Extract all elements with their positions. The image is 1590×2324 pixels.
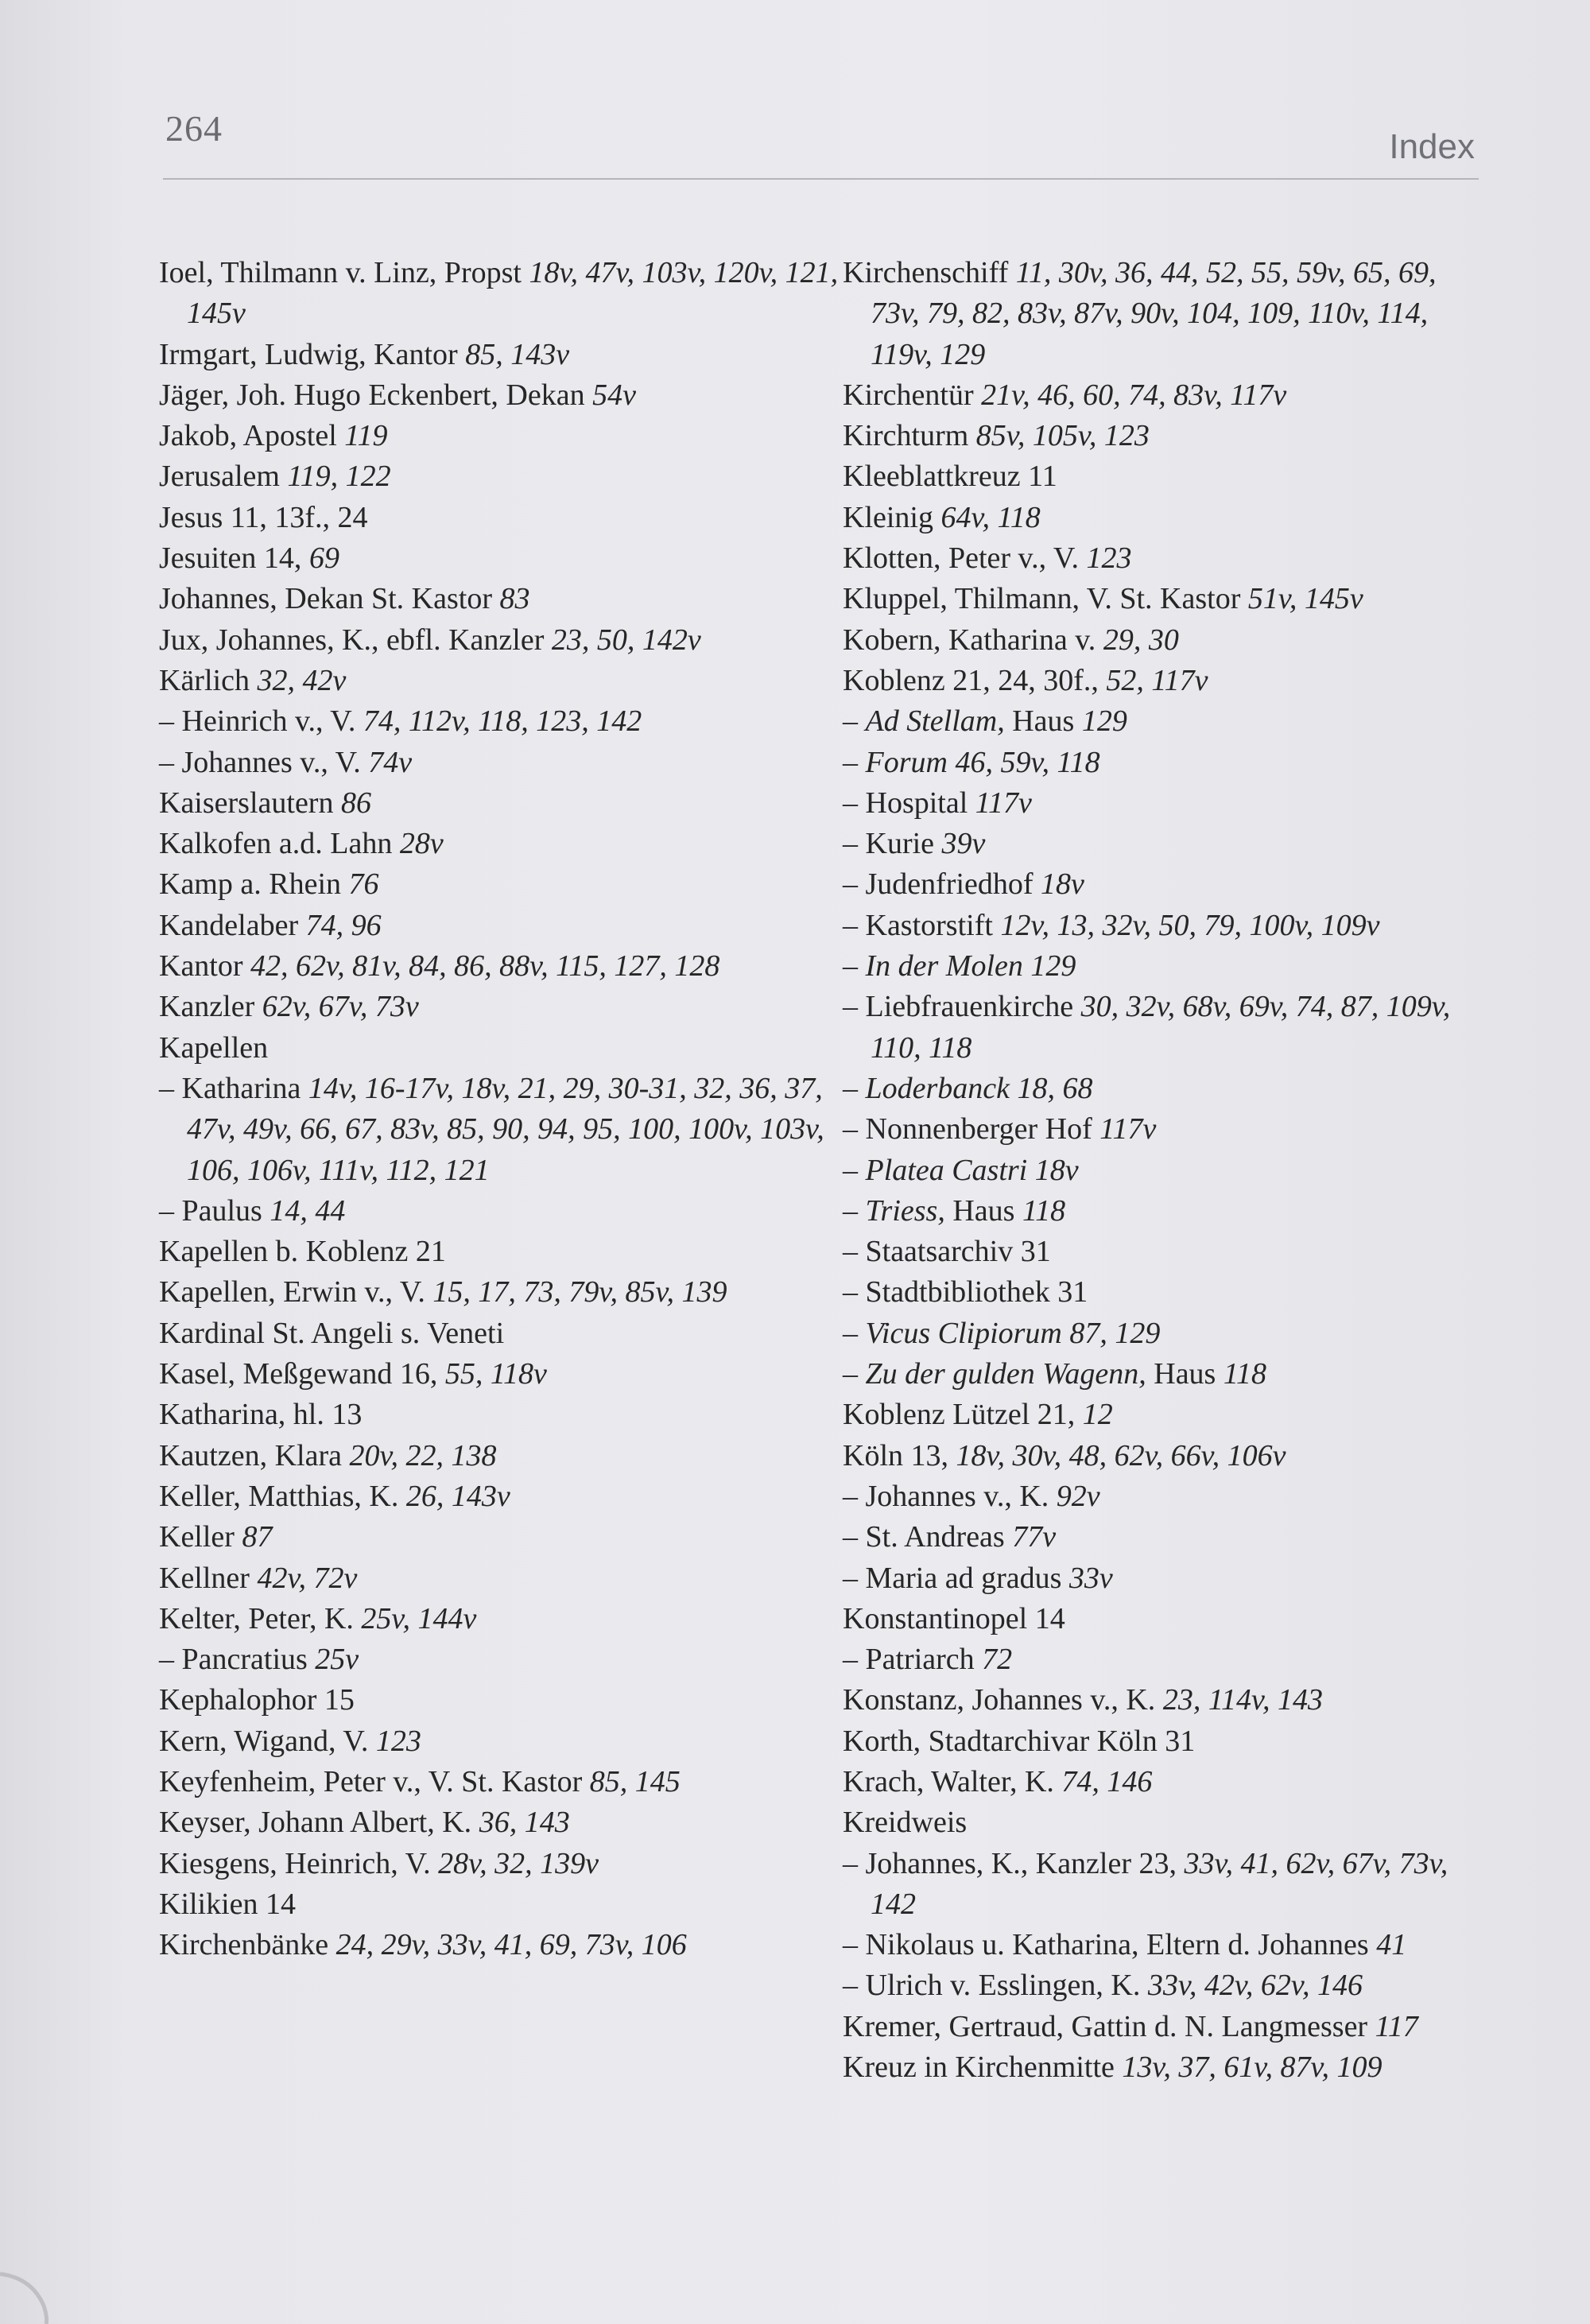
- index-entry: [843, 2047, 1479, 2088]
- index-entry-refs: 72: [982, 1643, 1013, 1677]
- index-entry: [159, 1762, 843, 1802]
- index-entry-term: – Loderbanck: [843, 1071, 1010, 1105]
- index-entry: [843, 456, 1479, 497]
- index-entry: [843, 1069, 1479, 1109]
- index-entry-refs: 18v, 47v, 103v, 120v, 121, 145v: [187, 256, 839, 331]
- index-entry-term: – Heinrich v., V.: [159, 704, 356, 739]
- index-entry-term: Kanzler: [159, 990, 255, 1024]
- index-entry-term: Konstanz, Johannes v., K.: [843, 1683, 1156, 1717]
- index-entry: [843, 620, 1479, 661]
- index-entry-term: Kapellen: [159, 1030, 269, 1065]
- index-entry-term: Koblenz Lützel 21,: [843, 1398, 1076, 1432]
- index-entry-term: – In der Molen: [843, 949, 1023, 984]
- index-entry: [159, 1721, 843, 1762]
- index-entry-term: Kreidweis: [843, 1806, 968, 1840]
- index-entry-term: – Judenfriedhof: [843, 867, 1034, 902]
- index-entry: [843, 1354, 1479, 1395]
- index-entry-refs: 74, 96: [305, 908, 382, 942]
- index-entry-refs: 46, 59v, 118: [955, 745, 1100, 779]
- index-entry: [843, 824, 1479, 864]
- index-entry-term: Jesuiten 14,: [159, 541, 302, 576]
- index-entry: [843, 253, 1479, 375]
- index-entry: [159, 538, 843, 579]
- index-entry-refs: 20v, 22, 138: [349, 1438, 497, 1472]
- index-entry-term: Kirchentür: [843, 378, 974, 412]
- index-entry-term: – Katharina: [159, 1071, 301, 1105]
- index-entry-refs: 52, 117v: [1106, 663, 1208, 697]
- index-entry: [843, 1802, 1479, 1843]
- index-entry-refs: 129: [1081, 704, 1127, 739]
- index-entry-refs: 119, 122: [287, 460, 391, 494]
- index-entry-term: – Vicus Clipiorum: [843, 1316, 1062, 1350]
- index-entry-term: – Platea Castri: [843, 1153, 1028, 1187]
- index-entry-term: Jäger, Joh. Hugo Eckenbert, Dekan: [159, 378, 585, 412]
- index-entry: [843, 946, 1479, 987]
- index-entry-refs: 74v: [368, 745, 413, 779]
- index-entry-refs: 23, 114v, 143: [1162, 1683, 1324, 1717]
- index-entry: [843, 498, 1479, 538]
- index-entry-term: Jerusalem: [159, 460, 280, 494]
- index-entry-term: Konstantinopel 14: [843, 1601, 1065, 1635]
- index-entry: [843, 1313, 1479, 1354]
- index-entry-refs: 28v, 32, 139v: [438, 1846, 599, 1880]
- index-entry-term: – Johannes v., V.: [159, 745, 361, 779]
- index-entry: [843, 1965, 1479, 2006]
- index-entry-refs: 123: [1086, 541, 1132, 576]
- index-entry: [159, 1028, 843, 1069]
- index-entry: [159, 1191, 843, 1232]
- index-entry-term: Kluppel, Thilmann, V. St. Kastor: [843, 582, 1241, 616]
- index-entry-refs: 18v, 30v, 48, 62v, 66v, 106v: [956, 1438, 1286, 1472]
- index-entry-term: Kiesgens, Heinrich, V.: [159, 1846, 431, 1880]
- index-entry: [159, 1884, 843, 1925]
- index-entry-term: – Johannes, K., Kanzler 23,: [843, 1846, 1177, 1880]
- index-entry: [159, 498, 843, 538]
- index-entry-term: – St. Andreas: [843, 1520, 1005, 1554]
- index-entry-refs: 15, 17, 73, 79v, 85v, 139: [432, 1275, 727, 1309]
- index-entry-term: – Kurie: [843, 827, 935, 861]
- index-entry: [159, 1844, 843, 1884]
- index-entry-term: – Johannes v., K.: [843, 1479, 1049, 1513]
- index-entry-term: Jesus 11, 13f., 24: [159, 500, 368, 534]
- index-entry: [843, 864, 1479, 905]
- index-entry-term: Kärlich: [159, 663, 250, 697]
- index-entry-refs: 51v, 145v: [1247, 582, 1363, 616]
- index-entry-refs: 33v, 41, 62v, 67v, 73v, 142: [871, 1846, 1448, 1921]
- index-entry-term: – Triess, Haus: [843, 1193, 1015, 1228]
- index-entry: [159, 579, 843, 619]
- index-entry-term: Ioel, Thilmann v. Linz, Propst: [159, 256, 522, 289]
- page-number: 264: [165, 108, 223, 149]
- index-entry-term: Kandelaber: [159, 908, 299, 942]
- index-entry-term: Köln 13,: [843, 1438, 948, 1472]
- index-entry-refs: 12v, 13, 32v, 50, 79, 100v, 109v: [1000, 908, 1380, 942]
- index-entry-refs: 74, 146: [1061, 1764, 1153, 1798]
- index-entry-refs: 32, 42v: [257, 663, 347, 697]
- index-entry-term: Johannes, Dekan St. Kastor: [159, 582, 492, 616]
- index-entry-term: – Nonnenberger Hof: [843, 1112, 1092, 1146]
- index-entry: [159, 864, 843, 905]
- index-entry-refs: 26, 143v: [405, 1479, 510, 1513]
- index-entry-refs: 55, 118v: [444, 1357, 547, 1391]
- index-entry-refs: 83: [499, 582, 530, 616]
- index-entry-refs: 92v: [1056, 1479, 1100, 1513]
- index-entry: [159, 1272, 843, 1313]
- index-entry-refs: 14, 44: [270, 1193, 346, 1228]
- index-entry-term: Kasel, Meßgewand 16,: [159, 1357, 438, 1391]
- index-entry-term: Kaiserslautern: [159, 786, 334, 820]
- index-entry: [843, 987, 1479, 1069]
- index-entry-term: – Hospital: [843, 786, 968, 820]
- index-entry-term: Kern, Wigand, V.: [159, 1724, 369, 1758]
- index-entry: [843, 906, 1479, 946]
- index-entry-term: – Pancratius: [159, 1643, 308, 1677]
- index-entry-term: Kleeblattkreuz 11: [843, 460, 1057, 494]
- index-entry: [159, 701, 843, 742]
- index-entry: [843, 661, 1479, 701]
- index-entry-term: Keller, Matthias, K.: [159, 1479, 399, 1513]
- index-entry: [843, 1517, 1479, 1558]
- index-entry-term: – Zu der gulden Wagenn, Haus: [843, 1357, 1216, 1391]
- index-entry: [159, 1476, 843, 1517]
- index-entry: [159, 456, 843, 497]
- index-entry-refs: 36, 143: [479, 1806, 570, 1840]
- index-entry: [159, 906, 843, 946]
- index-entry-refs: 85, 143v: [465, 337, 570, 371]
- index-entry-term: Kalkofen a.d. Lahn: [159, 827, 393, 861]
- index-entry-term: – Ulrich v. Esslingen, K.: [843, 1969, 1141, 2003]
- index-entry: [159, 620, 843, 661]
- index-entry: [843, 1109, 1479, 1150]
- index-entry-term: – Kastorstift: [843, 908, 993, 942]
- index-entry: [159, 416, 843, 456]
- index-entry-term: Kobern, Katharina v.: [843, 623, 1096, 657]
- index-entry-term: Kirchenschiff: [843, 256, 1009, 289]
- index-entry-term: Keyser, Johann Albert, K.: [159, 1806, 472, 1840]
- index-entry-term: Keyfenheim, Peter v., V. St. Kastor: [159, 1764, 583, 1798]
- index-entry: [843, 1599, 1479, 1639]
- index-entry-refs: 24, 29v, 33v, 41, 69, 73v, 106: [335, 1928, 687, 1962]
- index-entry-term: Irmgart, Ludwig, Kantor: [159, 337, 458, 371]
- index-entry-term: Kapellen, Erwin v., V.: [159, 1275, 425, 1309]
- index-entry: [843, 701, 1479, 742]
- index-entry-refs: 77v: [1012, 1520, 1057, 1554]
- index-entry-term: – Liebfrauenkirche: [843, 990, 1074, 1024]
- index-entry: [843, 743, 1479, 783]
- index-entry: [843, 1762, 1479, 1802]
- index-column-left: [159, 253, 843, 1965]
- index-entry-term: Kellner: [159, 1561, 250, 1595]
- index-entry-term: Jux, Johannes, K., ebfl. Kanzler: [159, 623, 545, 657]
- index-entry: [159, 1558, 843, 1599]
- index-entry-refs: 87, 129: [1069, 1316, 1161, 1350]
- index-entry-refs: 62v, 67v, 73v: [262, 990, 419, 1024]
- index-entry: [159, 946, 843, 987]
- index-entry: [159, 1313, 843, 1354]
- index-entry-refs: 25v, 144v: [361, 1601, 477, 1635]
- index-entry: [159, 1599, 843, 1639]
- index-entry: [159, 1680, 843, 1721]
- index-entry-refs: 74, 112v, 118, 123, 142: [363, 704, 642, 739]
- margin-mark-icon: [0, 2258, 56, 2324]
- index-entry: [159, 661, 843, 701]
- index-entry-refs: 85, 145: [589, 1764, 681, 1798]
- index-entry: [843, 1436, 1479, 1476]
- index-entry: [843, 783, 1479, 824]
- index-entry-refs: 69: [308, 541, 339, 576]
- index-entry: [843, 1558, 1479, 1599]
- index-entry: [843, 1721, 1479, 1762]
- index-entry-refs: 18, 68: [1017, 1071, 1093, 1105]
- running-title: Index: [1389, 127, 1475, 166]
- index-entry-refs: 118: [1022, 1193, 1066, 1228]
- index-entry-refs: 18v: [1034, 1153, 1079, 1187]
- index-entry-refs: 25v: [315, 1643, 359, 1677]
- index-entry-refs: 87: [242, 1520, 273, 1554]
- index-entry-refs: 21v, 46, 60, 74, 83v, 117v: [981, 378, 1287, 412]
- index-entry: [843, 1150, 1479, 1191]
- index-entry-term: Kleinig: [843, 500, 933, 534]
- index-entry-refs: 85v, 105v, 123: [975, 419, 1150, 453]
- index-entry-refs: 118: [1223, 1357, 1267, 1391]
- index-entry-term: Kapellen b. Koblenz 21: [159, 1235, 446, 1269]
- index-entry: [159, 1354, 843, 1395]
- index-entry-refs: 117v: [1099, 1112, 1157, 1146]
- header-rule: [163, 178, 1479, 180]
- index-entry-refs: 76: [348, 867, 379, 902]
- index-entry-term: – Paulus: [159, 1193, 262, 1228]
- index-entry-refs: 54v: [592, 378, 636, 412]
- index-entry-term: – Stadtbibliothek 31: [843, 1275, 1088, 1309]
- index-entry: [159, 253, 843, 335]
- index-entry: [159, 1069, 843, 1191]
- index-entry-term: Katharina, hl. 13: [159, 1398, 363, 1432]
- index-entry: [159, 335, 843, 375]
- index-entry-refs: 28v: [399, 827, 444, 861]
- index-entry: [159, 1925, 843, 1965]
- index-entry: [843, 579, 1479, 619]
- index-entry: [159, 1436, 843, 1476]
- index-entry-refs: 117: [1375, 2009, 1418, 2043]
- index-entry: [159, 375, 843, 416]
- index-entry: [843, 416, 1479, 456]
- index-entry: [843, 1232, 1479, 1272]
- index-entry-term: Kilikien 14: [159, 1887, 297, 1921]
- index-entry-term: Kirchturm: [843, 419, 969, 453]
- index-entry-term: – Forum: [843, 745, 948, 779]
- index-entry-refs: 42v, 72v: [257, 1561, 358, 1595]
- index-entry-refs: 29, 30: [1103, 623, 1179, 657]
- index-entry-refs: 86: [340, 786, 371, 820]
- index-entry: [159, 1517, 843, 1558]
- index-entry-refs: 11, 30v, 36, 44, 52, 55, 59v, 65, 69, 73v, 79, 82, 83v, 87v, 90v, 104, 109, 110v, 114, 119v, 129: [871, 256, 1437, 371]
- index-entry: [159, 987, 843, 1027]
- index-entry-term: Keller: [159, 1520, 235, 1554]
- index-entry-term: Kelter, Peter, K.: [159, 1601, 354, 1635]
- index-entry: [843, 1680, 1479, 1721]
- index-entry: [159, 743, 843, 783]
- index-entry-term: – Staatsarchiv 31: [843, 1235, 1051, 1269]
- index-entry: [843, 1272, 1479, 1313]
- index-entry-term: – Ad Stellam, Haus: [843, 704, 1075, 739]
- index-entry-term: Klotten, Peter v., V.: [843, 541, 1079, 576]
- index-entry: [843, 375, 1479, 416]
- index-entry: [843, 2007, 1479, 2047]
- index-entry-term: Kephalophor 15: [159, 1683, 355, 1717]
- index-entry: [159, 783, 843, 824]
- index-entry: [843, 1395, 1479, 1435]
- index-entry: [159, 824, 843, 864]
- index-entry-refs: 64v, 118: [940, 500, 1041, 534]
- index-entry: [843, 1476, 1479, 1517]
- index-entry: [159, 1802, 843, 1843]
- index-entry-term: Kreuz in Kirchenmitte: [843, 2050, 1115, 2085]
- index-entry-refs: 14v, 16-17v, 18v, 21, 29, 30-31, 32, 36, 37, 47v, 49v, 66, 67, 83v, 85, 90, 94, 95, 100, 100v, 103v, 106, 106v, 111v, 112, 121: [187, 1071, 824, 1187]
- index-entry-refs: 41: [1376, 1928, 1407, 1962]
- index-entry-refs: 30, 32v, 68v, 69v, 74, 87, 109v, 110, 118: [871, 990, 1451, 1065]
- index-entry: [843, 538, 1479, 579]
- index-entry-term: – Maria ad gradus: [843, 1561, 1062, 1595]
- index-entry-refs: 117v: [975, 786, 1032, 820]
- index-entry-term: Kirchenbänke: [159, 1928, 329, 1962]
- index-entry-term: Jakob, Apostel: [159, 419, 337, 453]
- index-entry-term: Kardinal St. Angeli s. Veneti: [159, 1316, 505, 1350]
- index-entry-refs: 12: [1082, 1398, 1113, 1432]
- index-entry: [843, 1925, 1479, 1965]
- index-entry-refs: 23, 50, 142v: [551, 623, 701, 657]
- index-entry: [159, 1395, 843, 1435]
- index-entry: [843, 1191, 1479, 1232]
- index-entry-term: Korth, Stadtarchivar Köln 31: [843, 1724, 1196, 1758]
- index-entry-refs: 13v, 37, 61v, 87v, 109: [1122, 2050, 1383, 2085]
- index-entry: [159, 1639, 843, 1680]
- index-entry-refs: 33v, 42v, 62v, 146: [1147, 1969, 1363, 2003]
- index-entry-term: Kautzen, Klara: [159, 1438, 342, 1472]
- index-entry-term: Kremer, Gertraud, Gattin d. N. Langmesser: [843, 2009, 1368, 2043]
- index-entry-term: – Nikolaus u. Katharina, Eltern d. Johannes: [843, 1928, 1369, 1962]
- index-entry-refs: 33v: [1068, 1561, 1113, 1595]
- index-entry-term: Krach, Walter, K.: [843, 1764, 1054, 1798]
- index-entry-term: Kantor: [159, 949, 243, 984]
- index-entry-term: Kamp a. Rhein: [159, 867, 342, 902]
- index-entry-refs: 123: [375, 1724, 421, 1758]
- index-entry-refs: 39v: [941, 827, 986, 861]
- index-entry-refs: 129: [1030, 949, 1076, 984]
- index-entry-refs: 119: [344, 419, 388, 453]
- index-entry-refs: 18v: [1041, 867, 1084, 902]
- index-entry-term: Koblenz 21, 24, 30f.,: [843, 663, 1099, 697]
- index-column-right: [843, 253, 1479, 2088]
- index-entry-refs: 42, 62v, 81v, 84, 86, 88v, 115, 127, 128: [250, 949, 720, 984]
- index-entry: [843, 1844, 1479, 1926]
- index-entry: [843, 1639, 1479, 1680]
- index-entry: [159, 1232, 843, 1272]
- index-entry-term: – Patriarch: [843, 1643, 975, 1677]
